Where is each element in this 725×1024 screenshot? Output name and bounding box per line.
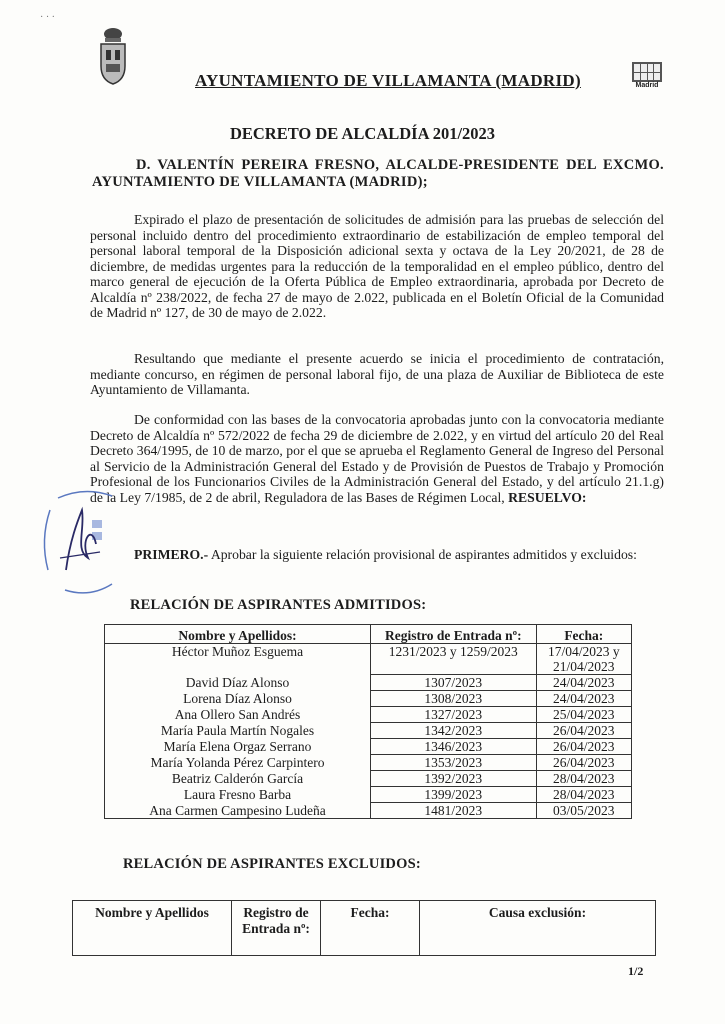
excluded-table: [72, 900, 656, 956]
admitted-header-name: Nombre y Apellidos:: [105, 625, 371, 644]
admitted-name: María Elena Orgaz Serrano: [105, 739, 371, 755]
municipality-header: AYUNTAMIENTO DE VILLAMANTA (MADRID): [195, 71, 581, 90]
admitted-header-registry: Registro de Entrada nº:: [371, 625, 537, 644]
madrid-stars-icon: [632, 62, 662, 82]
table-row: [105, 644, 632, 675]
admitted-name: Ana Ollero San Andrés: [105, 707, 371, 723]
paragraph-legal-basis: [90, 412, 664, 505]
decree-title: DECRETO DE ALCALDÍA 201/2023: [229, 124, 496, 143]
admitted-name: Laura Fresno Barba: [105, 787, 371, 803]
admitted-date: 24/04/2023: [536, 691, 631, 707]
first-text: Aprobar la siguiente relación provisional de aspirantes admitidos y excluidos:: [210, 547, 637, 562]
admitted-name: Beatriz Calderón García: [105, 771, 371, 787]
admitted-date: 03/05/2023: [536, 803, 631, 819]
excluded-header-row: [73, 901, 656, 956]
admitted-registry: 1481/2023: [371, 803, 537, 819]
table-row: [105, 675, 632, 691]
table-row: [105, 787, 632, 803]
excluded-header-name: Nombre y Apellidos: [73, 901, 232, 956]
legal-basis-text: De conformidad con las bases de la convocatoria aprobadas junto con la convocatoria mediante Decreto de Alcaldía nº 572/2022 de fecha 29 de diciembre de 2.022, y en virtud del artículo 20 del Real Decreto 364/1995, de 10 de marzo, por el que se aprueba el Reglamento General de Ingreso del Personal al Servicio de la Administración General del Estado y de Provisión de Puestos de Trabajo y Promoción Profesional de los Funcionarios Civiles de la Administración General del Estado, y del artículo 21.1.g) de la Ley 7/1985, de 2 de abril, Reguladora de las Bases de Régimen Local,: [90, 412, 664, 505]
admitted-registry: 1346/2023: [371, 739, 537, 755]
admitted-header-row: [105, 625, 632, 644]
table-row: [105, 803, 632, 819]
admitted-registry: 1308/2023: [371, 691, 537, 707]
table-row: [105, 771, 632, 787]
admitted-date: 26/04/2023: [536, 755, 631, 771]
mayor-heading: D. VALENTÍN PEREIRA FRESNO, ALCALDE-PRESIDENTE DEL EXCMO. AYUNTAMIENTO DE VILLAMANTA (MADRID);: [92, 157, 664, 190]
page-number: 1/2: [628, 964, 644, 978]
excluded-header-date: Fecha:: [321, 901, 420, 956]
table-row: [105, 707, 632, 723]
admitted-date: 28/04/2023: [536, 771, 631, 787]
table-row: [105, 691, 632, 707]
admitted-registry: 1353/2023: [371, 755, 537, 771]
admitted-date: 26/04/2023: [536, 739, 631, 755]
excluded-header-cause: Causa exclusión:: [420, 901, 656, 956]
table-row: [105, 723, 632, 739]
admitted-date: 25/04/2023: [536, 707, 631, 723]
admitted-name: David Díaz Alonso: [105, 675, 371, 691]
admitted-name: Ana Carmen Campesino Ludeña: [105, 803, 371, 819]
admitted-registry: 1327/2023: [371, 707, 537, 723]
resolve-keyword: RESUELVO:: [508, 489, 587, 505]
admitted-date: 26/04/2023: [536, 723, 631, 739]
official-seal-signature-icon: [30, 480, 140, 600]
first-label: PRIMERO.-: [134, 547, 209, 562]
admitted-name: Héctor Muñoz Esguema: [105, 644, 371, 675]
admitted-table: [104, 624, 632, 819]
admitted-registry: 1399/2023: [371, 787, 537, 803]
admitted-section-title: RELACIÓN DE ASPIRANTES ADMITIDOS:: [130, 597, 427, 613]
municipal-crest-icon: [96, 26, 130, 86]
admitted-registry: 1307/2023: [371, 675, 537, 691]
admitted-registry: 1231/2023 y 1259/2023: [371, 644, 537, 675]
excluded-header-registry: Registro de Entrada nº:: [232, 901, 321, 956]
madrid-region-logo: [630, 62, 664, 94]
paragraph-first: [90, 547, 664, 563]
scan-artifact: · · ·: [40, 12, 55, 23]
admitted-date: 24/04/2023: [536, 675, 631, 691]
admitted-registry: 1392/2023: [371, 771, 537, 787]
admitted-name: María Paula Martín Nogales: [105, 723, 371, 739]
admitted-registry: 1342/2023: [371, 723, 537, 739]
table-row: [105, 755, 632, 771]
madrid-logo-word: Madrid: [635, 82, 659, 89]
paragraph-expiry: Expirado el plazo de presentación de solicitudes de admisión para las pruebas de selección del personal incluido dentro del procedimiento extraordinario de estabilización de empleo temporal del personal laboral temporal de la Disposición adicional sexta y octava de la Ley 20/2021, de 28 de diciembre, de medidas urgentes para la reducción de la temporalidad en el empleo público, dentro del marco general de ejecución de la Oferta Pública de Empleo extraordinaria, aprobada por Decreto de Alcaldía nº 238/2022, de fecha 27 de mayo de 2.022, publicada en el Boletín Oficial de la Comunidad de Madrid nº 127, de 30 de mayo de 2.022.: [90, 212, 664, 320]
admitted-date: 17/04/2023 y 21/04/2023: [536, 644, 631, 675]
admitted-name: Lorena Díaz Alonso: [105, 691, 371, 707]
admitted-header-date: Fecha:: [536, 625, 631, 644]
excluded-section-title: RELACIÓN DE ASPIRANTES EXCLUIDOS:: [123, 856, 421, 872]
admitted-date: 28/04/2023: [536, 787, 631, 803]
paragraph-procedure: Resultando que mediante el presente acuerdo se inicia el procedimiento de contratación, mediante concurso, en régimen de personal laboral fijo, de una plaza de Auxiliar de Biblioteca de este Ayuntamiento de Villamanta.: [90, 351, 664, 397]
admitted-name: María Yolanda Pérez Carpintero: [105, 755, 371, 771]
table-row: [105, 739, 632, 755]
